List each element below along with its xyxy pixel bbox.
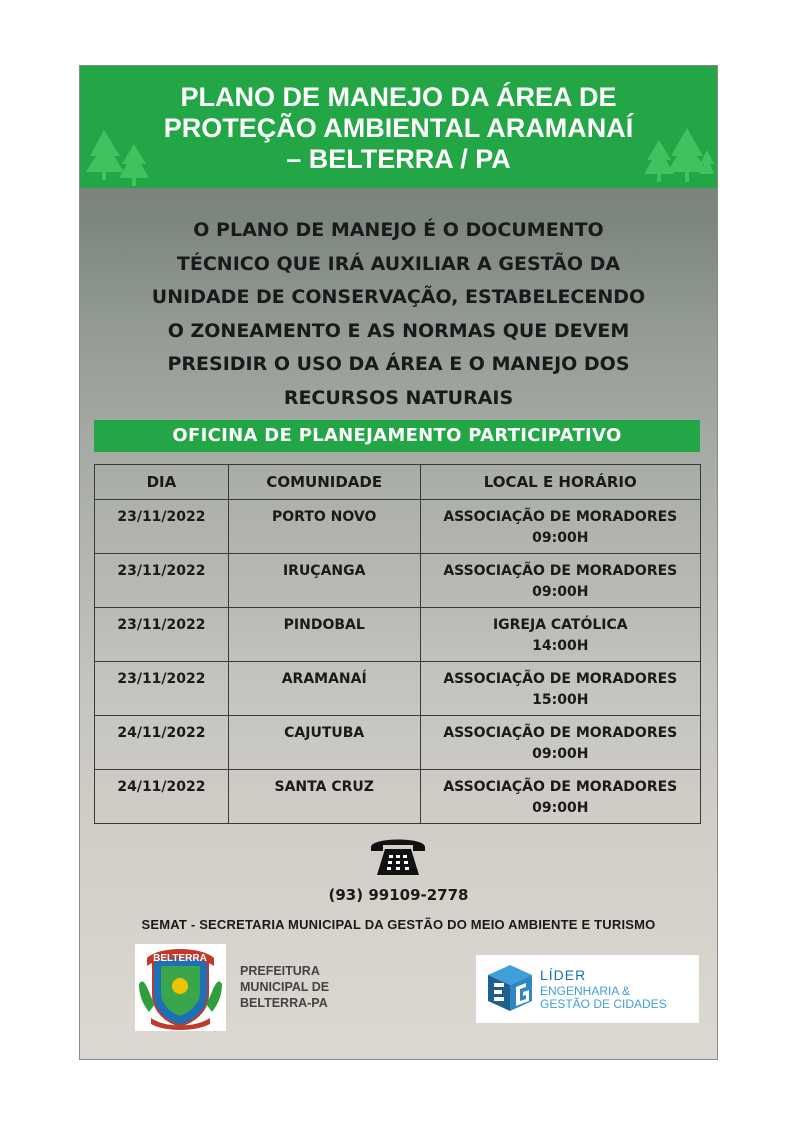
cell-comunidade: IRUÇANGA — [228, 554, 420, 608]
cell-dia: 23/11/2022 — [95, 554, 229, 608]
local-name: ASSOCIAÇÃO DE MORADORES — [443, 725, 678, 741]
cell-local — [420, 770, 700, 824]
local-time: 14:00H — [532, 638, 589, 654]
page-title: PLANO DE MANEJO DA ÁREA DE PROTEÇÃO AMBIENTAL ARAMANAÍ – BELTERRA / PA — [163, 82, 634, 174]
cell-comunidade: CAJUTUBA — [228, 716, 420, 770]
schedule-table — [94, 464, 701, 824]
table-row — [95, 716, 701, 770]
lider-mark-icon — [486, 963, 534, 1013]
table-row — [95, 554, 701, 608]
column-header-dia: DIA — [95, 465, 229, 500]
lider-logo — [476, 955, 699, 1023]
local-name: ASSOCIAÇÃO DE MORADORES — [443, 671, 678, 687]
crest-text: BELTERRA — [153, 953, 207, 964]
cell-dia: 24/11/2022 — [95, 770, 229, 824]
table-row — [95, 662, 701, 716]
lider-name: LÍDER — [540, 967, 587, 983]
column-header-comunidade: COMUNIDADE — [228, 465, 420, 500]
workshop-banner: OFICINA DE PLANEJAMENTO PARTICIPATIVO — [94, 420, 700, 452]
cell-local — [420, 554, 700, 608]
cell-comunidade: PINDOBAL — [228, 608, 420, 662]
table-row — [95, 500, 701, 554]
cell-comunidade: SANTA CRUZ — [228, 770, 420, 824]
cell-comunidade: ARAMANAÍ — [228, 662, 420, 716]
telephone-icon — [367, 831, 429, 877]
poster — [79, 65, 718, 1060]
lider-subtitle: ENGENHARIA & GESTÃO DE CIDADES — [540, 984, 667, 1011]
belterra-crest-logo — [135, 944, 226, 1031]
column-header-local: LOCAL E HORÁRIO — [420, 465, 700, 500]
cell-local — [420, 608, 700, 662]
header-band — [80, 66, 717, 188]
local-name: ASSOCIAÇÃO DE MORADORES — [443, 779, 678, 795]
cell-dia: 23/11/2022 — [95, 662, 229, 716]
table-row — [95, 608, 701, 662]
semat-label: SEMAT - SECRETARIA MUNICIPAL DA GESTÃO DO MEIO AMBIENTE E TURISMO — [141, 917, 656, 932]
local-name: IGREJA CATÓLICA — [492, 617, 628, 633]
local-time: 15:00H — [532, 692, 589, 708]
cell-comunidade: PORTO NOVO — [228, 500, 420, 554]
cell-dia: 24/11/2022 — [95, 716, 229, 770]
cell-dia: 23/11/2022 — [95, 500, 229, 554]
phone-number: (93) 99109-2778 — [328, 886, 469, 904]
table-header-row — [95, 465, 701, 500]
prefeitura-label: PREFEITURA MUNICIPAL DE BELTERRA-PA — [240, 964, 330, 1010]
local-time: 09:00H — [532, 746, 589, 762]
local-time: 09:00H — [532, 584, 589, 600]
local-time: 09:00H — [532, 800, 589, 816]
table-row — [95, 770, 701, 824]
cell-local — [420, 662, 700, 716]
cell-dia: 23/11/2022 — [95, 608, 229, 662]
cell-local — [420, 716, 700, 770]
local-name: ASSOCIAÇÃO DE MORADORES — [443, 509, 678, 525]
local-name: ASSOCIAÇÃO DE MORADORES — [443, 563, 678, 579]
local-time: 09:00H — [532, 530, 589, 546]
intro-paragraph: O PLANO DE MANEJO É O DOCUMENTO TÉCNICO QUE IRÁ AUXILIAR A GESTÃO DA UNIDADE DE CONSERVAÇÃO, ESTABELECENDO O ZONEAMENTO E AS NORMAS QUE DEVEM PRESIDIR O USO DA ÁREA E O MANEJO DOS RECURSOS NATURAIS — [151, 219, 646, 409]
cell-local — [420, 500, 700, 554]
